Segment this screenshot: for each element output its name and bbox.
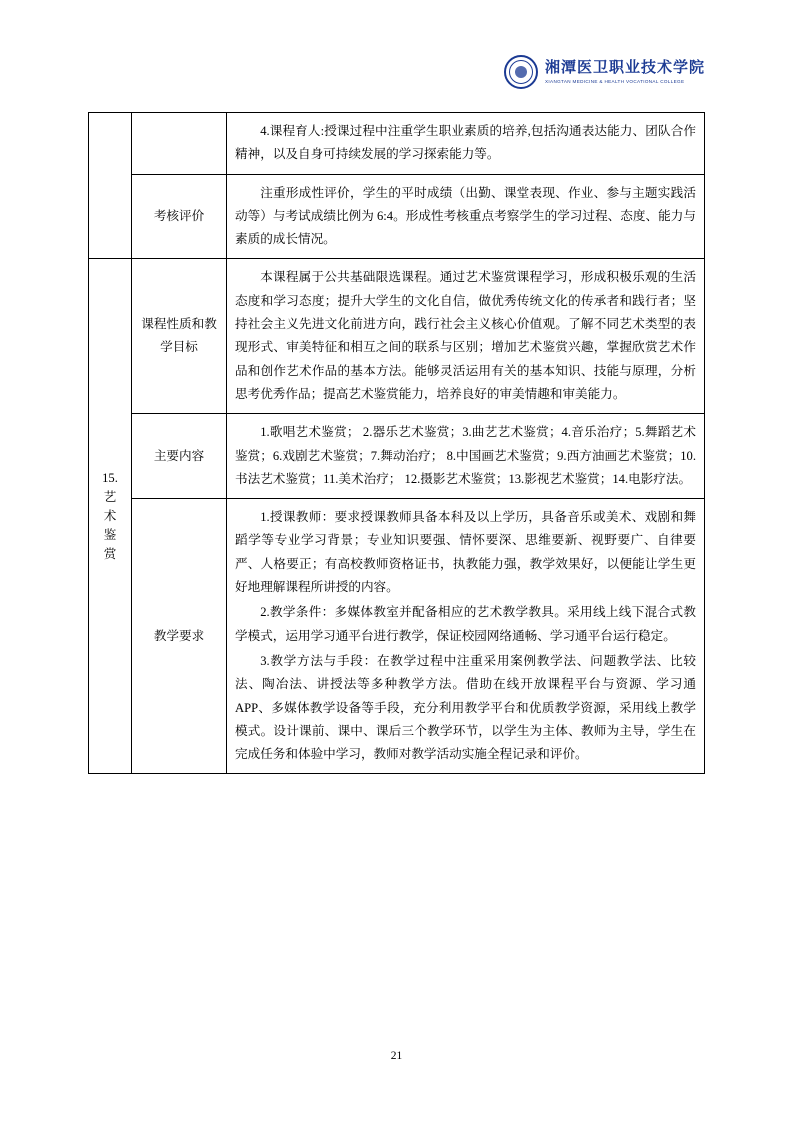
row-content-cell — [227, 113, 705, 175]
paragraph: 1.歌唱艺术鉴赏； 2.器乐艺术鉴赏；3.曲艺艺术鉴赏；4.音乐治疗；5.舞蹈艺术鉴赏；6.戏剧艺术鉴赏；7.舞动治疗； 8.中国画艺术鉴赏；9.西方油画艺术鉴赏；10.书法艺术鉴赏；11.美术治疗； 12.摄影艺术鉴赏；13.影视艺术鉴赏；14.电影疗法。 — [235, 425, 696, 486]
table-row — [89, 414, 705, 499]
table-row — [89, 499, 705, 774]
paragraph: 3.教学方法与手段：在教学过程中注重采用案例教学法、问题教学法、比较法、陶冶法、讲授法等多种教学方法。借助在线开放课程平台与资源、学习通 APP、多媒体教学设备等手段，充分利用教学平台和优质教学资源，采用线上教学模式。设计课前、课中、课后三个教学环节，以学生为主体、教师为主导，学生在完成任务和体验中学习，教师对教学活动实施全程记录和评价。 — [235, 653, 696, 762]
row-label-assessment: 考核评价 — [132, 174, 227, 259]
paragraph: 本课程属于公共基础限选课程。通过艺术鉴赏课程学习，形成积极乐观的生活态度和学习态度；提升大学生的文化自信，做优秀传统文化的传承者和践行者；坚持社会主义先进文化前进方向，践行社会主义核心价值观。了解不同艺术类型的表现形式、审美特征和相互之间的联系与区别；增加艺术鉴赏兴趣，掌握欣赏艺术作品和创作艺术作品的基本方法。能够灵活运用有关的基本知识、技能与原理，分析思考优秀作品；提高艺术鉴赏能力，培养良好的审美情趣和审美能力。 — [235, 270, 696, 401]
row-label-nature-and-goals: 课程性质和教学目标 — [132, 259, 227, 414]
row-label-main-content: 主要内容 — [132, 414, 227, 499]
institution-name-cn: 湘潭医卫职业技术学院 — [544, 60, 705, 77]
row-category-cell-empty — [89, 113, 132, 259]
university-seal-icon — [504, 55, 538, 89]
paragraph: 4.课程育人:授课过程中注重学生职业素质的培养,包括沟通表达能力、团队合作精神，以及自身可持续发展的学习探索能力等。 — [235, 124, 696, 162]
institution-header — [504, 55, 705, 89]
paragraph: 1.授课教师：要求授课教师具备本科及以上学历，具备音乐或美术、戏剧和舞蹈学等专业学习背景；专业知识要强、情怀要深、思维要新、视野要广、自律要严、人格要正；有高校教师资格证书，执教能力强，教学效果好，以便能让学生更好地理解课程所讲授的内容。 — [235, 510, 696, 595]
page-number: 21 — [390, 1050, 403, 1062]
row-label-teaching-requirements: 教学要求 — [132, 499, 227, 774]
table-row — [89, 174, 705, 259]
table-row — [89, 113, 705, 175]
paragraph: 2.教学条件：多媒体教室并配备相应的艺术教学教具。采用线上线下混合式教学模式，运用学习通平台进行教学，保证校园网络通畅、学习通平台运行稳定。 — [235, 605, 696, 643]
course-outline-table — [88, 112, 705, 774]
row-content-cell — [227, 414, 705, 499]
institution-name-en: XIANGTAN MEDICINE & HEALTH VOCATIONAL COLLEGE — [544, 78, 685, 84]
paragraph: 注重形成性评价，学生的平时成绩（出勤、课堂表现、作业、参与主题实践活动等）与考试成绩比例为 6:4。形成性考核重点考察学生的学习过程、态度、能力与素质的成长情况。 — [235, 185, 696, 247]
table-row — [89, 259, 705, 414]
institution-name-block — [545, 60, 705, 84]
row-category-art-appreciation — [89, 259, 132, 774]
row-content-cell — [227, 259, 705, 414]
row-content-cell — [227, 499, 705, 774]
row-label-cell-empty — [132, 113, 227, 175]
category-label: 15. 艺 术 鉴 赏 — [102, 471, 118, 561]
row-content-cell — [227, 174, 705, 259]
